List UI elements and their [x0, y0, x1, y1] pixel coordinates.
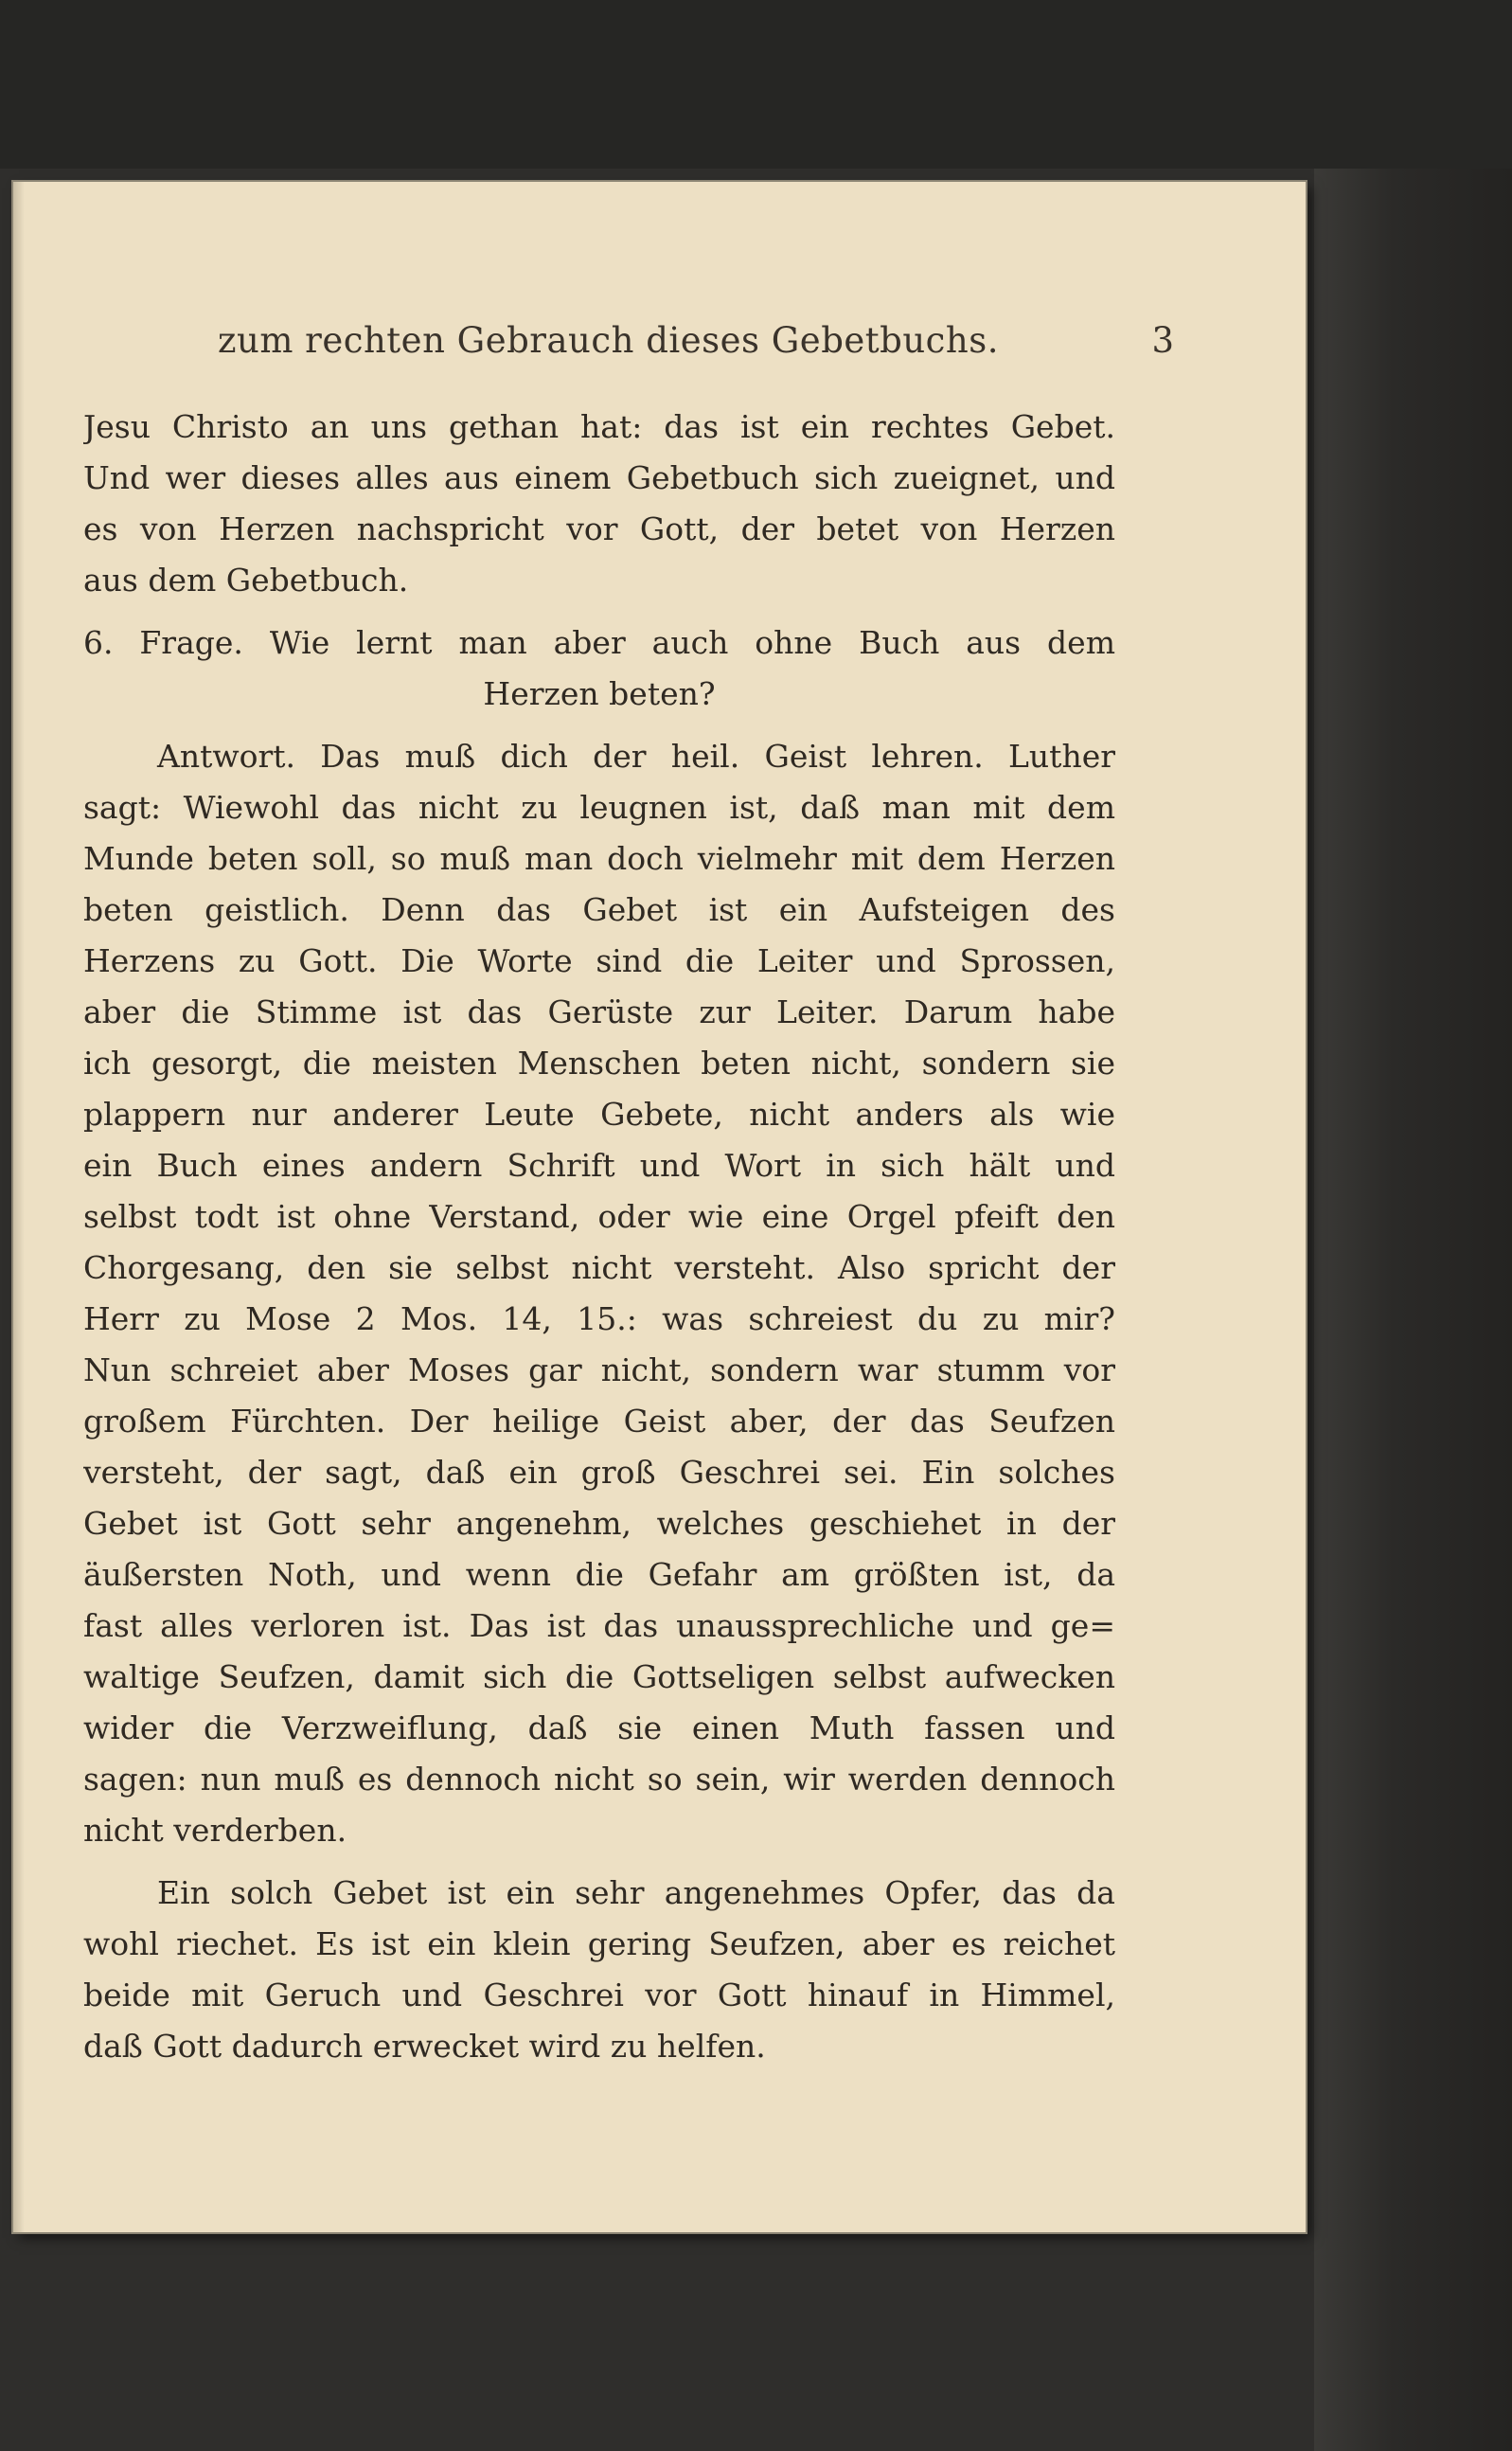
- page-number: 3: [1151, 320, 1174, 361]
- text-line: beide mit Geruch und Geschrei vor Gott hinauf in Himmel,: [83, 1977, 1115, 2013]
- text-line: wohl riechet. Es ist ein klein gering Seufzen, aber es reichet: [83, 1925, 1115, 1962]
- text-line: es von Herzen nachspricht vor Gott, der betet von Herzen: [83, 510, 1115, 547]
- text-line: nicht verderben.: [83, 1812, 347, 1849]
- text-line: Herr zu Mose 2 Mos. 14, 15.: was schreiest du zu mir?: [83, 1300, 1115, 1337]
- paragraph-1: [83, 402, 1115, 606]
- book-cover-edge: [1314, 169, 1512, 2451]
- text-line: beten geistlich. Denn das Gebet ist ein Aufsteigen des: [83, 891, 1115, 928]
- text-line: sagt: Wiewohl das nicht zu leugnen ist, daß man mit dem: [83, 789, 1115, 826]
- text-line: selbst todt ist ohne Verstand, oder wie eine Orgel pfeift den: [83, 1198, 1115, 1235]
- paragraph-3: [83, 1868, 1115, 2072]
- text-line: wider die Verzweiflung, daß sie einen Muth fassen und: [83, 1709, 1115, 1746]
- text-line: ich gesorgt, die meisten Menschen beten nicht, sondern sie: [83, 1045, 1115, 1082]
- answer-paragraph: [83, 731, 1115, 1856]
- body-text: [83, 402, 1115, 2072]
- text-line: aber die Stimme ist das Gerüste zur Leiter. Darum habe: [83, 993, 1115, 1030]
- text-line: Und wer dieses alles aus einem Gebetbuch sich zueignet, und: [83, 459, 1115, 496]
- text-line: äußersten Noth, und wenn die Gefahr am größten ist, da: [83, 1556, 1115, 1593]
- text-line: Herzens zu Gott. Die Worte sind die Leiter und Sprossen,: [83, 942, 1115, 979]
- text-line: Munde beten soll, so muß man doch vielmehr mit dem Herzen: [83, 840, 1115, 877]
- text-line: daß Gott dadurch erwecket wird zu helfen.: [83, 2028, 766, 2065]
- running-head: [218, 320, 1174, 377]
- text-line: sagen: nun muß es dennoch nicht so sein, wir werden dennoch: [83, 1761, 1115, 1798]
- page-gutter-shadow: [13, 182, 25, 2232]
- text-line: aus dem Gebetbuch.: [83, 562, 409, 599]
- question-line: 6. Frage. Wie lernt man aber auch ohne Buch aus dem: [83, 624, 1115, 661]
- text-line: Antwort. Das muß dich der heil. Geist lehren. Luther: [157, 738, 1115, 775]
- text-line: großem Fürchten. Der heilige Geist aber, der das Seufzen: [83, 1403, 1115, 1440]
- text-line: fast alles verloren ist. Das ist das unaussprechliche und ge=: [83, 1607, 1115, 1644]
- running-title: zum rechten Gebrauch dieses Gebetbuchs.: [218, 320, 999, 361]
- question: [83, 617, 1115, 720]
- text-line: plappern nur anderer Leute Gebete, nicht anders als wie: [83, 1096, 1115, 1133]
- text-line: Ein solch Gebet ist ein sehr angenehmes Opfer, das da: [157, 1874, 1115, 1911]
- text-line: ein Buch eines andern Schrift und Wort in sich hält und: [83, 1147, 1115, 1184]
- text-line: Gebet ist Gott sehr angenehm, welches geschiehet in der: [83, 1505, 1115, 1542]
- text-line: versteht, der sagt, daß ein groß Geschrei sei. Ein solches: [83, 1454, 1115, 1491]
- text-line: waltige Seufzen, damit sich die Gottseligen selbst aufwecken: [83, 1658, 1115, 1695]
- text-line: Chorgesang, den sie selbst nicht versteht. Also spricht der: [83, 1249, 1115, 1286]
- text-line: Nun schreiet aber Moses gar nicht, sondern war stumm vor: [83, 1351, 1115, 1388]
- question-line: Herzen beten?: [483, 675, 716, 712]
- text-line: Jesu Christo an uns gethan hat: das ist ein rechtes Gebet.: [83, 408, 1115, 445]
